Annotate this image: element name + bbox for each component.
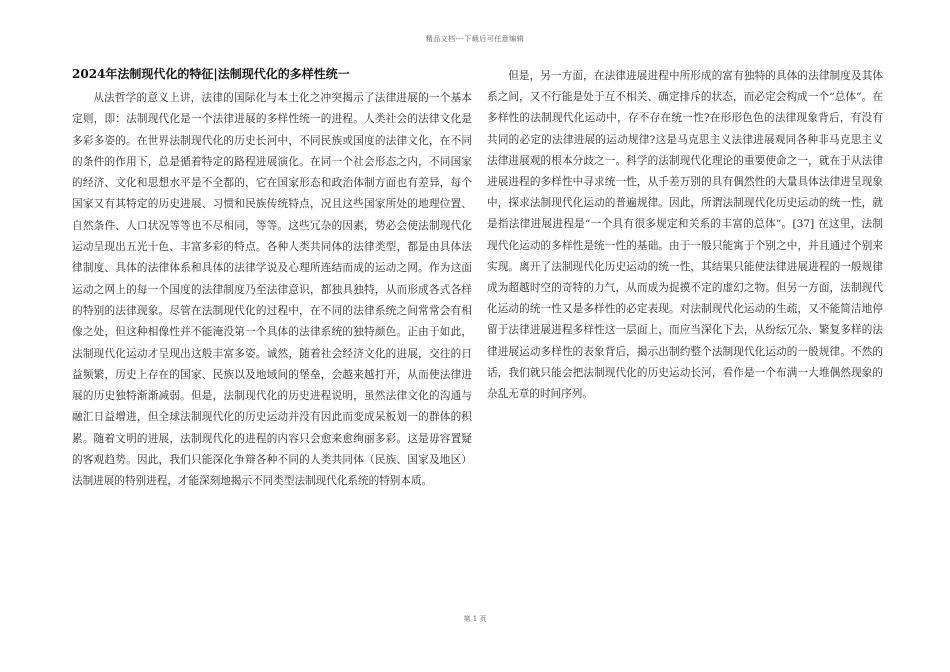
- left-column: [72, 66, 472, 493]
- document-title: 2024年法制现代化的特征|法制现代化的多样性统一: [72, 67, 350, 81]
- page-header: 精品文档---下载后可任意编辑: [425, 35, 525, 43]
- right-column: [487, 66, 883, 405]
- page-number: 第 1 页: [463, 615, 487, 623]
- body-paragraph-left: 从法哲学的意义上讲，法律的国际化与本土化之冲突揭示了法律进展的一个基本定则，即：法制现代化是一个法律进展的多样性统一的进程。人类社会的法律文化是多彩多姿的。在世界法制现代化的历史长河中，不同民族或国度的法律文化，在不同的条件的作用下，总是循着特定的路程进展演化。在同一个社会形态之内，不同国家的经济、文化和思想水平是不全都的，它在国家形态和政治体制方面也有差异，每个国家又有其特定的历史进展、习惯和民族传统特点，况且这些国家所处的地理位置、自然条件、人口状况等等也不尽相同，等等。这些冗杂的因素，势必会使法制现代化运动呈现出五光十色、丰富多彩的特点。各种人类共同体的法律类型，都是由具体法律制度、具体的法律体系和具体的法律学说及心理所连结而成的运动之网。作为这面运动之网上的每一个国度的法律制度乃至法律意识，都独具独特，从而形成各式各样的特别的法律现象。尽管在法制现代化的过程中，在不同的法律系统之间常常会有相像之处，但这种相像性并不能淹没第一个具体的法律系统的独特颜色。正由于如此，法制现代化运动才呈现出这般丰富多姿。诚然，随着社会经济文化的进展，交往的日益频繁，历史上存在的国家、民族以及地域间的堡垒，会越来越打开，从而使法律进展的历史独特渐渐减弱。但是，法制现代化的历史进程说明，虽然法律文化的沟通与融汇日益增进，但全球法制现代化的历史运动并没有因此而变成呆板划一的群体的积累。随着文明的进展，法制现代化的进程的内容只会愈来愈绚丽多彩。这是毋容置疑的客观趋势。因此，我们只能深化争辩各种不同的人类共同体（民族、国家及地区）法制进展的特别进程，才能深刻地揭示不同类型法制现代化系统的特别本质。: [72, 92, 472, 488]
- body-paragraph-right: 但是，另一方面，在法律进展进程中所形成的富有独特的具体的法律制度及其体系之间，又不行能是处于互不相关、确定排斥的状态，而必定会构成一个“总体”。在多样性的法制现代化运动中，存不存在统一性?在形形色色的法律现象背后，有没有共同的必定的法律进展的运动规律?这是马克思主义法律进展观同各种非马克思主义法律进展观的根本分歧之一。科学的法制现代化理论的重要使命之一，就在于从法律进展进程的多样性中寻求统一性，从千差万别的具有偶然性的大量具体法律进呈现象中，探求法制现代化运动的普遍规律。因此，所谓法制现代化历史运动的统一性，就是指法律进展进程是“一个具有很多规定和关系的丰富的总体”。[37] 在这里，法制现代化运动的多样性是统一性的基础。由于一般只能寓于个别之中，并且通过个别来实现。离开了法制现代化历史运动的统一性，其结果只能使法律进展进程的一般规律成为超越时空的奇特的力气，从而成为捉摸不定的虚幻之物。但另一方面，法制现代化运动的统一性又是多样性的必定表现。对法制现代化运动的生疏，又不能简洁地停留于法律进展进程多样性这一层面上，而应当深化下去，从纷纭冗杂、繁复多样的法律进展运动多样性的表象背后，揭示出制约整个法制现代化运动的一般规律。不然的话，我们就只能会把法制现代化的历史运动长河，看作是一个布满一大堆偶然现象的杂乱无章的时间序列。: [487, 70, 883, 401]
